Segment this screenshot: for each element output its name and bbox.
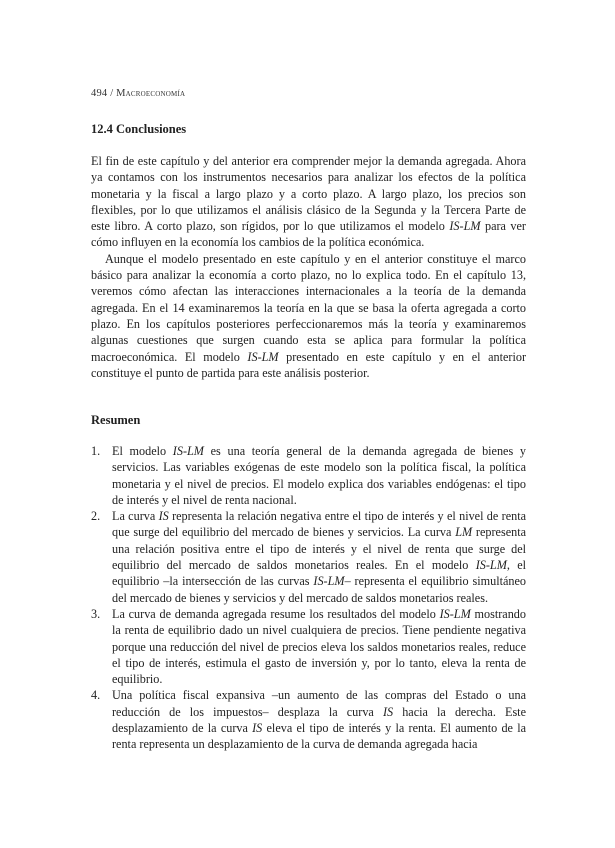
italic-term: IS <box>158 509 169 524</box>
italic-term: IS-LM <box>439 606 471 621</box>
section-title: 12.4 Conclusiones <box>91 122 187 136</box>
italic-term: IS-LM <box>247 349 279 364</box>
list-item-number: 2. <box>91 509 101 524</box>
italic-term: IS <box>382 704 394 719</box>
italic-term: IS-LM <box>449 219 481 234</box>
list-item <box>91 508 526 606</box>
list-item <box>91 606 526 687</box>
list-item-text: Una política fiscal expansiva –un aumento de las compras del Estado o una reducción de los impuestos– desplaza la curva IS hacia la derecha. Este desplazamiento de la curva IS eleva el tipo de interés y la renta. El aumento de la renta representa un desplazamiento de la curva de demanda agregada hacia <box>112 688 526 752</box>
paragraph: El fin de este capítulo y del anterior era comprender mejor la demanda agregada. Ahora ya contamos con los instrumentos necesarios para analizar los efectos de la política monetaria y la fiscal a largo plazo y a corto plazo. A largo plazo, los precios son flexibles, por lo que utilizamos el análisis clásico de la Segunda y la Tercera Parte de este libro. A corto plazo, son rígidos, por lo que utilizamos el modelo IS-LM para ver cómo influyen en la economía los cambios de la política económica. <box>91 154 526 250</box>
paragraph: Aunque el modelo presentado en este capítulo y en el anterior constituye el marco básico para analizar la economía a corto plazo, no lo explica todo. En el capítulo 13, veremos cómo afectan las interacciones internacionales a la teoría de la demanda agregada. En el 14 examinaremos la teoría en la que se basa la oferta agregada a corto plazo. En los capítulos posteriores perfeccionaremos más la teoría y examinaremos algunas cuestiones que surgen cuando esta se aplica para formular la política macroeconómica. El modelo IS-LM presentado en este capítulo y en el anterior constituye el punto de partida para este análisis posterior. <box>91 251 527 380</box>
italic-term: LM <box>455 525 473 540</box>
page-number: 494 <box>91 88 108 99</box>
running-head <box>91 88 185 99</box>
italic-term: IS-LM <box>475 558 507 573</box>
list-item-number: 1. <box>91 444 101 458</box>
resumen-title: Resumen <box>91 413 141 427</box>
summary-list <box>91 443 526 753</box>
conclusions-body <box>91 153 526 381</box>
header-separator: / <box>110 88 114 99</box>
list-item-text: La curva IS representa la relación negativa entre el tipo de interés y el nivel de renta que surge del equilibrio del mercado de bienes y servicios. La curva LM representa una relación positiva entre el tipo de interés y el nivel de renta que surge del equilibrio del mercado de saldos monetarios reales. En el modelo IS-LM, el equilibrio –la intersección de las curvas IS-LM– representa el equilibrio simultáneo del mercado de bienes y servicios y del mercado de saldos monetarios reales. <box>112 509 527 605</box>
list-item <box>91 687 526 752</box>
list-item-number: 4. <box>91 688 101 703</box>
italic-term: IS <box>252 721 263 736</box>
list-item-text: La curva de demanda agregada resume los resultados del modelo IS-LM mostrando la renta de equilibrio dado un nivel cualquiera de precios. Tiene pendiente negativa porque una reducción del nivel de precios eleva los saldos monetarios reales, reduce el tipo de interés, estimula el gasto de inversión y, por lo tanto, eleva la renta de equilibrio. <box>112 606 526 687</box>
book-title: Macroeconomía <box>116 88 186 99</box>
list-item-number: 3. <box>91 606 101 621</box>
list-item <box>91 443 526 508</box>
italic-term: IS-LM <box>313 574 345 589</box>
italic-term: IS-LM <box>172 444 204 458</box>
list-item-text: El modelo IS-LM es una teoría general de la demanda agregada de bienes y servicios. Las variables exógenas de este modelo son la política fiscal, la política monetaria y el nivel de precios. El modelo explica dos variables endógenas: el tipo de interés y el nivel de renta nacional. <box>112 444 526 507</box>
